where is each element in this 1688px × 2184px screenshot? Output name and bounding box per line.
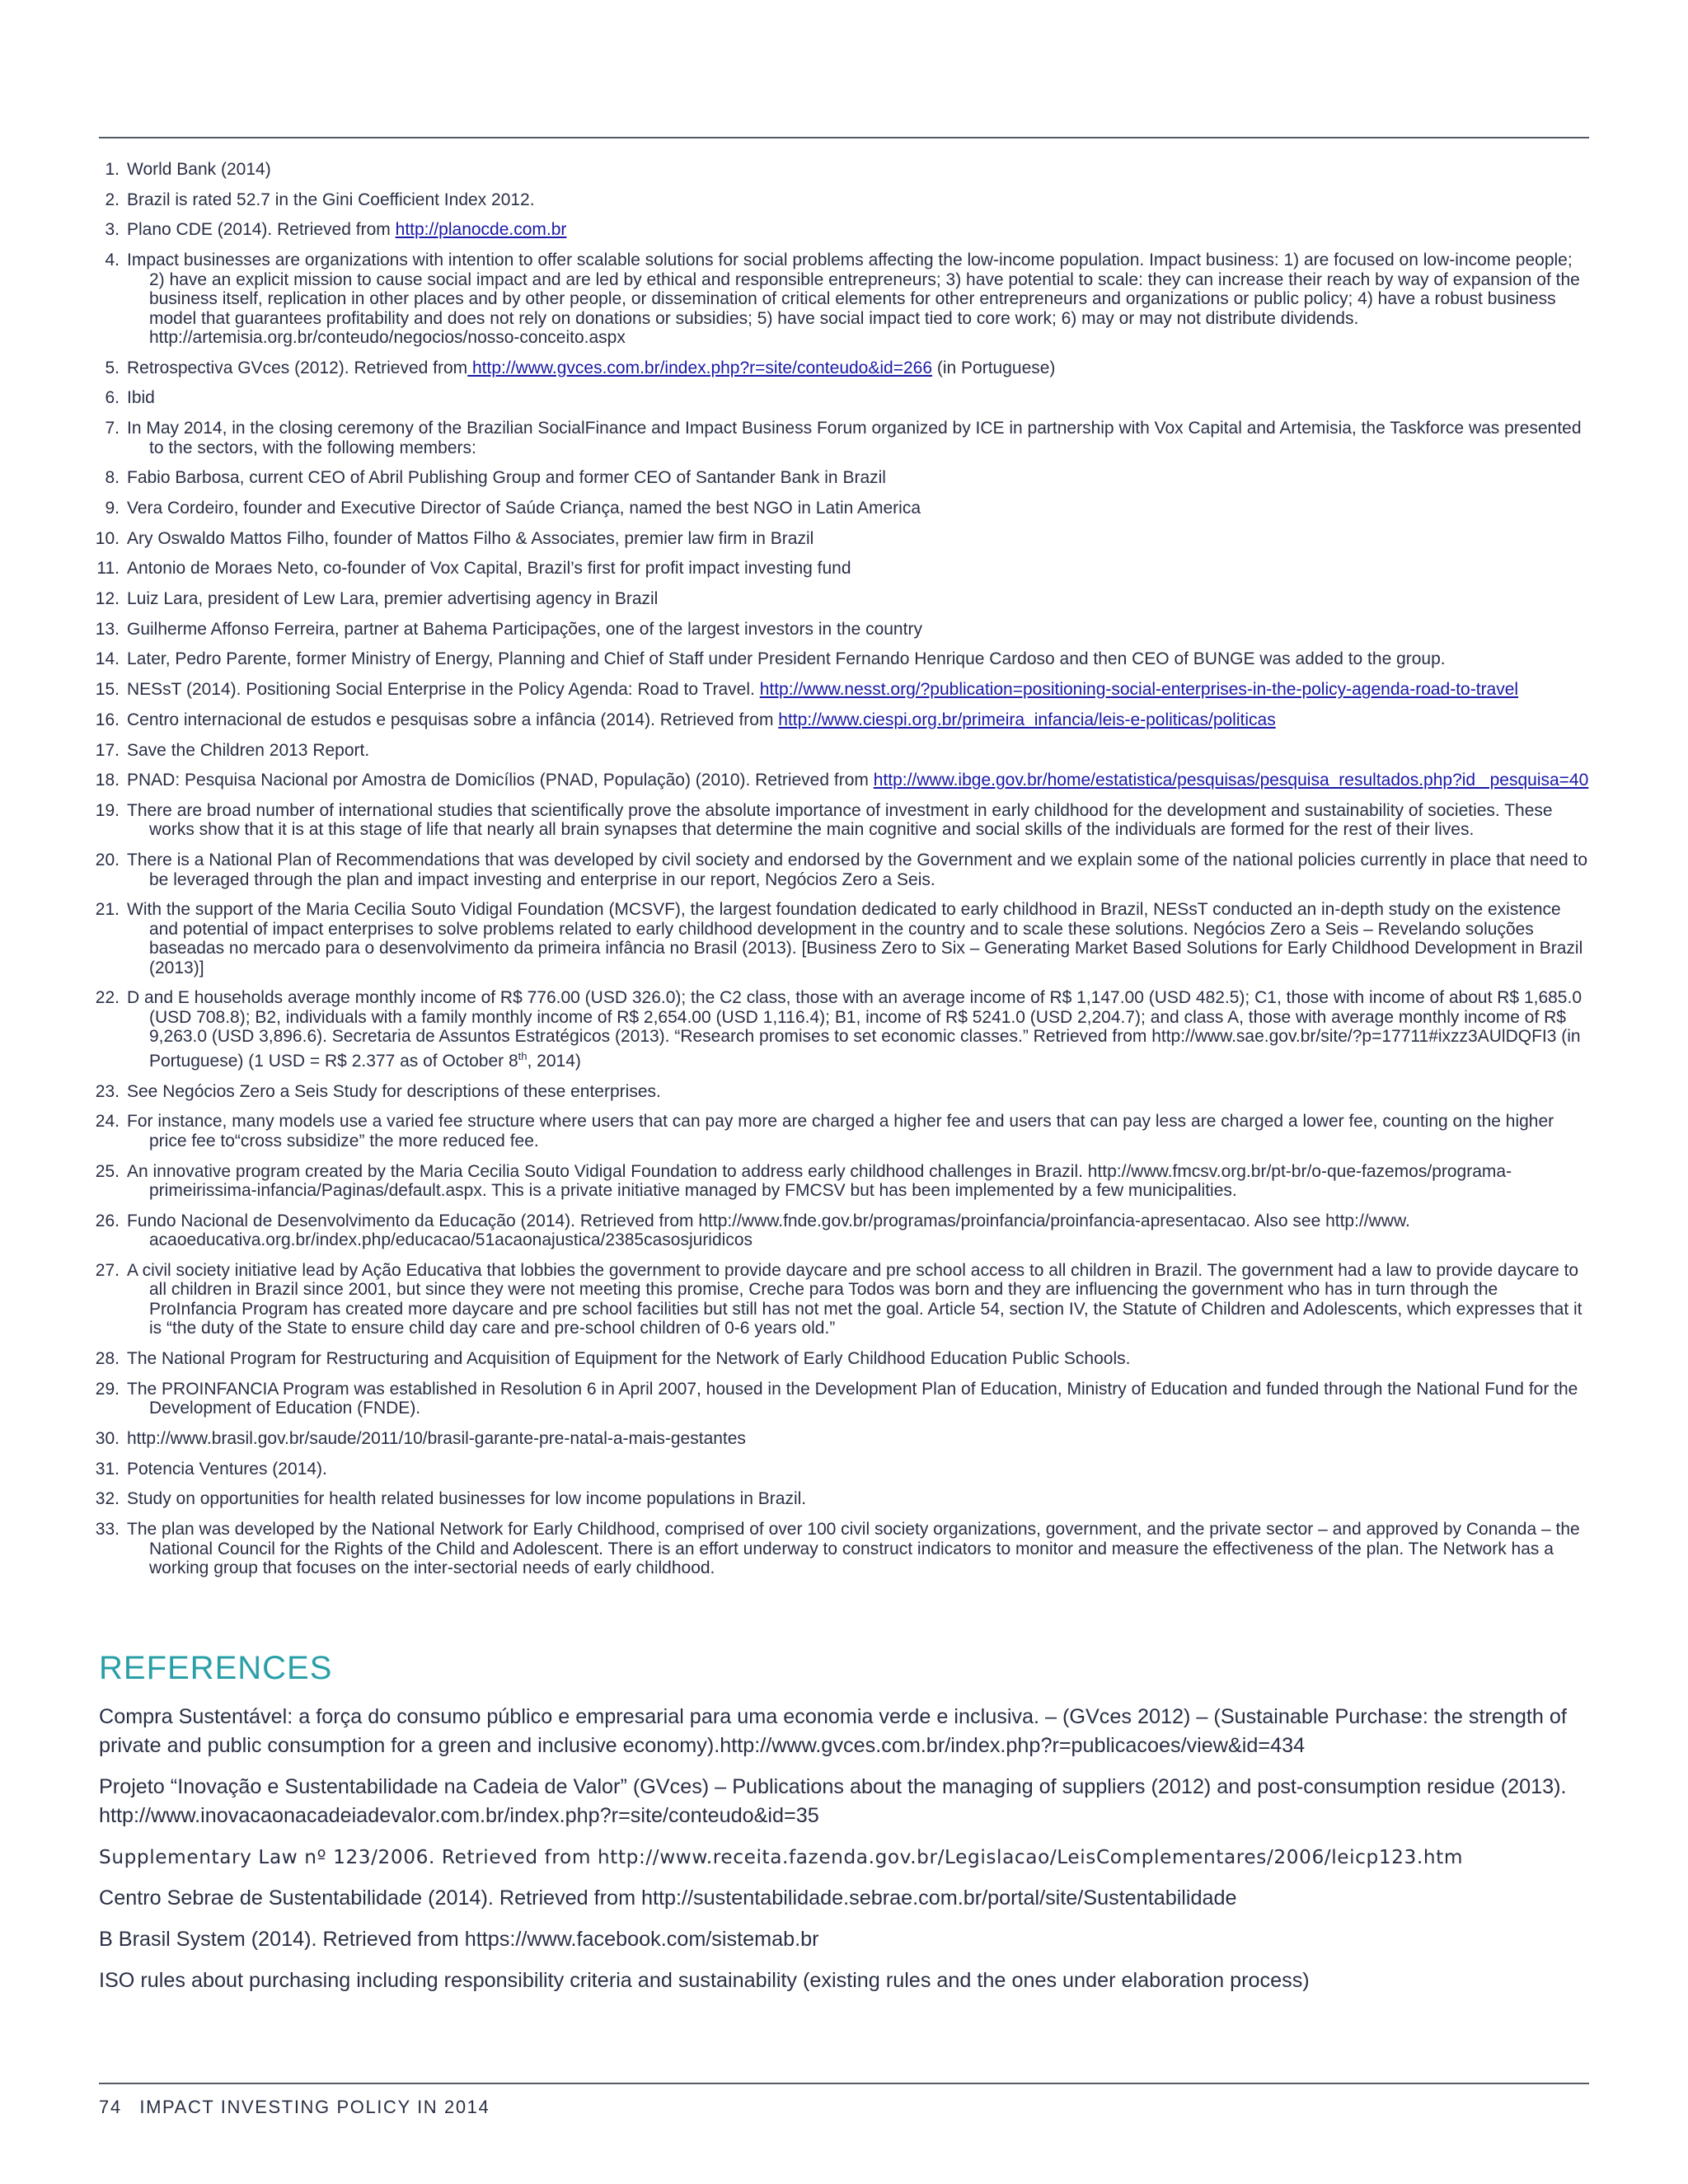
footnote-text: Potencia Ventures (2014). xyxy=(127,1459,327,1479)
footnote-text-lead: D and E households average monthly income of R$ 776.00 (USD 326.0); the C2 class, those with an average income of R$ 1,147.00 (USD 482.5); C1, those with income of about R$ 1,685.0 (USD 708.8); B2, individuals with a family monthly income of R$ 2,654.00 (USD 1,116.4); B1, income of R$ 5241.0 (USD 2,204.7); and class A, those with average monthly income of R$ 9,263.0 (USD 3,896.6). Secretaria de Assuntos Estratégicos (2013). “Research promises to set economic classes.” Retrieved from http://www.sae.gov.br/site/?p=17711#ixzz3AUlDQFI3 (in Portuguese) (1 USD = R$ 2.377 as of October 8 xyxy=(127,988,1582,1071)
footnote-link[interactable]: http://www.ibge.gov.br/home/estatistica/pesquisas/pesquisa_resultados.php?id_ pesquisa=40 xyxy=(873,771,1589,790)
footnote-number: 10. xyxy=(95,528,120,548)
footnote-text: The PROINFANCIA Program was established in Resolution 6 in April 2007, housed in the Development Plan of Education, Ministry of Education and funded through the National Fund for the Development of Education (FNDE). xyxy=(127,1379,1578,1418)
footnote-number: 18. xyxy=(95,771,120,790)
footnote-item xyxy=(81,1112,1589,1151)
top-rule xyxy=(99,137,1589,138)
footnote-text: The National Program for Restructuring and Acquisition of Equipment for the Network of Early Childhood Education Public Schools. xyxy=(127,1349,1131,1369)
footnote-text: See Negócios Zero a Seis Study for descriptions of these enterprises. xyxy=(127,1081,661,1101)
references-list xyxy=(99,1703,1595,2008)
footer-title: IMPACT INVESTING POLICY IN 2014 xyxy=(139,2097,490,2117)
footnote-link[interactable]: http://planocde.com.br xyxy=(395,220,567,240)
footnote-text: Brazil is rated 52.7 in the Gini Coefficient Index 2012. xyxy=(127,190,535,209)
footnote-text xyxy=(127,710,1589,730)
footnote-number: 28. xyxy=(95,1349,120,1369)
page-footer xyxy=(99,2097,490,2118)
footnote-item xyxy=(81,1082,1589,1102)
footnote-text: Antonio de Moraes Neto, co-founder of Vox Capital, Brazil’s first for profit impact investing fund xyxy=(127,559,851,579)
footnote-text: For instance, many models use a varied fee structure where users that can pay more are charged a higher fee and users that can pay less are charged a lower fee, counting on the higher price fee to“cross subsidize” the more reduced fee. xyxy=(127,1112,1554,1151)
footnote-item xyxy=(81,1489,1589,1509)
footnote-item xyxy=(81,251,1589,348)
footnote-item xyxy=(81,1460,1589,1479)
footnote-text: Study on opportunities for health related businesses for low income populations in Brazil. xyxy=(127,1489,807,1509)
footnote-text: Save the Children 2013 Report. xyxy=(127,740,370,760)
footnote-item xyxy=(81,388,1589,408)
footnote-item xyxy=(81,801,1589,840)
footnotes-list xyxy=(81,160,1589,1589)
footnote-number: 8. xyxy=(105,468,120,488)
footnote-text: In May 2014, in the closing ceremony of the Brazilian SocialFinance and Impact Business Forum organized by ICE in partnership with Vox Capital and Artemisia, the Taskforce was presented to the sectors, with the following members: xyxy=(127,419,1582,457)
footnote-number: 17. xyxy=(95,740,120,760)
footnote-number: 11. xyxy=(96,559,120,579)
footnote-number: 6. xyxy=(105,388,120,408)
footnote-item xyxy=(81,499,1589,518)
footnote-item xyxy=(81,529,1589,549)
footnote-text-tail: (in Portuguese) xyxy=(932,358,1056,377)
footnote-text xyxy=(127,220,1589,240)
footnote-text: World Bank (2014) xyxy=(127,160,271,179)
footnote-text: http://www.brasil.gov.br/saude/2011/10/brasil-garante-pre-natal-a-mais-gestantes xyxy=(127,1428,746,1448)
reference-item: Centro Sebrae de Sustentabilidade (2014). Retrieved from http://sustentabilidade.sebrae.com.br/portal/site/Sustentabilidade xyxy=(99,1886,1237,1910)
footnote-text xyxy=(127,771,1589,790)
footnote-number: 21. xyxy=(95,900,120,920)
footnote-text: Luiz Lara, president of Lew Lara, premier advertising agency in Brazil xyxy=(127,589,659,609)
footnote-number: 9. xyxy=(105,499,120,518)
footnote-item xyxy=(81,900,1589,977)
footnote-number: 30. xyxy=(95,1428,120,1448)
footnote-number: 32. xyxy=(95,1489,120,1509)
bottom-rule xyxy=(99,2083,1589,2084)
footnote-number: 16. xyxy=(95,710,120,729)
footnote-link[interactable]: http://www.nesst.org/?publication=positioning-social-enterprises-in-the-policy-agenda-road-to-travel xyxy=(759,680,1519,700)
footnote-item xyxy=(81,710,1589,730)
footnote-text: Vera Cordeiro, founder and Executive Director of Saúde Criança, named the best NGO in Latin America xyxy=(127,499,921,518)
footnote-number: 24. xyxy=(95,1112,120,1132)
footnote-text: Ary Oswaldo Mattos Filho, founder of Mattos Filho & Associates, premier law firm in Brazil xyxy=(127,528,814,548)
footnote-item xyxy=(81,771,1589,790)
footnote-number: 33. xyxy=(95,1520,120,1539)
footnote-text: With the support of the Maria Cecilia Souto Vidigal Foundation (MCSVF), the largest foundation dedicated to early childhood in Brazil, NESsT conducted an in-depth study on the existence and potential of impact enterprises to solve problems related to early childhood development in the country and to scale these solutions. Negócios Zero a Seis – Revelando soluções baseadas no mercado para o desenvolvimento da primeira infância no Brasil (2013). [Business Zero to Six – Generating Market Based Solutions for Early Childhood Development in Brazil (2013)] xyxy=(127,900,1583,977)
footnote-item xyxy=(81,988,1589,1071)
references-heading: REFERENCES xyxy=(99,1650,333,1686)
footnote-number: 27. xyxy=(95,1260,120,1280)
footnote-item xyxy=(81,359,1589,378)
footnote-number: 20. xyxy=(95,851,120,870)
footnote-number: 22. xyxy=(95,988,120,1008)
footnote-text: Ibid xyxy=(127,388,155,408)
footnote-number: 7. xyxy=(105,419,120,438)
footnote-text: Later, Pedro Parente, former Ministry of Energy, Planning and Chief of Staff under President Fernando Henrique Cardoso and then CEO of BUNGE was added to the group. xyxy=(127,649,1446,669)
footnote-text xyxy=(127,680,1589,700)
footnote-link[interactable]: http://www.gvces.com.br/index.php?r=site/conteudo&id=266 xyxy=(467,358,933,377)
footnote-item xyxy=(81,851,1589,889)
footnote-text-lead: NESsT (2014). Positioning Social Enterprise in the Policy Agenda: Road to Travel. xyxy=(127,680,760,700)
footnote-text-lead: Centro internacional de estudos e pesquisas sobre a infância (2014). Retrieved from xyxy=(127,710,779,729)
footnote-number: 12. xyxy=(95,589,120,609)
footnote-item xyxy=(81,1212,1589,1250)
reference-item: Compra Sustentável: a força do consumo público e empresarial para uma economia verde e inclusiva. – (GVces 2012) – (Sustainable Purchase: the strength of private and public consumption for a green and inclusive economy).http://www.gvces.com.br/index.php?r=publicacoes/view&id=434 xyxy=(99,1705,1567,1757)
footnote-item xyxy=(81,589,1589,609)
footnote-text-lead: PNAD: Pesquisa Nacional por Amostra de Domicílios (PNAD, População) (2010). Retrieved from xyxy=(127,771,874,790)
footnote-number: 31. xyxy=(95,1459,120,1479)
footnote-number: 2. xyxy=(105,190,120,209)
footnote-text: The plan was developed by the National Network for Early Childhood, comprised of over 100 civil society organizations, government, and the private sector – and approved by Conanda – the National Council for the Rights of the Child and Adolescent. There is an effort underway to construct indicators to monitor and measure the effectiveness of the plan. The Network has a working group that focuses on the inter-sectorial needs of early childhood. xyxy=(127,1520,1580,1577)
footnote-number: 5. xyxy=(105,358,120,377)
footnote-item xyxy=(81,1380,1589,1418)
footnote-link[interactable]: http://www.ciespi.org.br/primeira_infancia/leis-e-politicas/politicas xyxy=(778,710,1276,729)
footnote-item xyxy=(81,1162,1589,1201)
footnote-text: There are broad number of international studies that scientifically prove the absolute importance of investment in early childhood for the development and sustainability of societies. These works show that it is at this stage of life that nearly all brain synapses that determine the main cognitive and social skills of the individuals are formed for the rest of their lives. xyxy=(127,800,1553,840)
footnote-number: 4. xyxy=(105,251,120,270)
footnote-text: Guilherme Affonso Ferreira, partner at Bahema Participações, one of the largest investors in the country xyxy=(127,619,922,639)
footnote-item xyxy=(81,680,1589,700)
footnote-item xyxy=(81,649,1589,669)
footnote-number: 13. xyxy=(95,619,120,639)
footnote-superscript: th xyxy=(518,1049,528,1062)
footnote-item xyxy=(81,1429,1589,1449)
reference-item: B Brasil System (2014). Retrieved from https://www.facebook.com/sistemab.br xyxy=(99,1928,819,1951)
footnote-item xyxy=(81,1261,1589,1338)
reference-item: Projeto “Inovação e Sustentabilidade na Cadeia de Valor” (GVces) – Publications about the managing of suppliers (2012) and post-consumption residue (2013). http://www.inovacaonacadeiadevalor.com.br/index.php?r=site/conteudo&id=35 xyxy=(99,1775,1567,1827)
footnote-text-lead: Plano CDE (2014). Retrieved from xyxy=(127,220,396,240)
footnote-number: 29. xyxy=(95,1379,120,1399)
footnote-item xyxy=(81,419,1589,457)
footnote-number: 26. xyxy=(95,1211,120,1230)
footnote-item xyxy=(81,559,1589,579)
footnote-item xyxy=(81,620,1589,640)
footnote-text: Impact businesses are organizations with intention to offer scalable solutions for social problems affecting the low-income population. Impact business: 1) are focused on low-income people; 2) have an explicit mission to cause social impact and are led by ethical and responsible entrepreneurs; 3) have potential to scale: they can increase their reach by way of expansion of the business itself, replication in other places and by other people, or dissemination of critical elements for other entrepreneurs and organizations or public policy; 4) have a robust business model that guarantees profitability and does not rely on donations or subsidies; 5) have social impact tied to core work; 6) may or may not distribute dividends. http://artemisia.org.br/conteudo/negocios/nosso-conceito.aspx xyxy=(127,251,1580,348)
footnote-text: A civil society initiative lead by Ação Educativa that lobbies the government to provide daycare and pre school access to all children in Brazil. The government had a law to provide daycare to all children in Brazil since 2001, but since they were not meeting this promise, Creche para Todos was born and they are influencing the government who has in turn through the ProInfancia Program has created more daycare and pre school facilities but still has not met the goal. Article 54, section IV, the Statute of Children and Adolescents, which expresses that it is “the duty of the State to ensure child day care and pre-school children of 0-6 years old.” xyxy=(127,1260,1582,1338)
footnote-item xyxy=(81,160,1589,180)
footnote-number: 19. xyxy=(95,800,120,820)
footnote-number: 15. xyxy=(95,680,120,700)
footnote-number: 1. xyxy=(105,160,120,179)
footnote-text xyxy=(127,988,1589,1071)
footnote-item xyxy=(81,1349,1589,1369)
footnote-number: 14. xyxy=(95,649,120,669)
footnote-text: Fundo Nacional de Desenvolvimento da Educação (2014). Retrieved from http://www.fnde.gov.br/programas/proinfancia/proinfancia-apresentacao. Also see http://www. acaoeducativa.org.br/index.php/educacao/51acaonajustica/2385casosjuridicos xyxy=(127,1211,1410,1250)
footnote-number: 25. xyxy=(95,1161,120,1181)
footnote-item xyxy=(81,190,1589,210)
footnote-item xyxy=(81,468,1589,488)
footnote-text: Fabio Barbosa, current CEO of Abril Publishing Group and former CEO of Santander Bank in Brazil xyxy=(127,468,886,488)
footnote-text xyxy=(127,359,1589,378)
reference-item: Supplementary Law nº 123/2006. Retrieved from http://www.receita.fazenda.gov.br/Legislacao/LeisComplementares/2006/leicp123.htm xyxy=(99,1846,1464,1868)
footnote-text-lead: Retrospectiva GVces (2012). Retrieved from xyxy=(127,358,468,377)
footnote-text: There is a National Plan of Recommendations that was developed by civil society and endorsed by the Government and we explain some of the national policies currently in place that need to be leveraged through the plan and impact investing and enterprise in our report, Negócios Zero a Seis. xyxy=(127,851,1588,889)
page-number: 74 xyxy=(99,2097,122,2117)
reference-item: ISO rules about purchasing including responsibility criteria and sustainability (existing rules and the ones under elaboration process) xyxy=(99,1969,1310,1992)
footnote-item xyxy=(81,220,1589,240)
footnote-number: 3. xyxy=(105,220,120,240)
footnote-text-tail: , 2014) xyxy=(527,1051,581,1071)
footnote-item xyxy=(81,1520,1589,1578)
footnote-item xyxy=(81,741,1589,761)
footnote-text: An innovative program created by the Maria Cecilia Souto Vidigal Foundation to address early childhood challenges in Brazil. http://www.fmcsv.org.br/pt-br/o-que-fazemos/programa-primeirissima-infancia/Paginas/default.aspx. This is a private initiative managed by FMCSV but has been implemented by a few municipalities. xyxy=(127,1161,1512,1200)
footnote-number: 23. xyxy=(95,1081,120,1101)
